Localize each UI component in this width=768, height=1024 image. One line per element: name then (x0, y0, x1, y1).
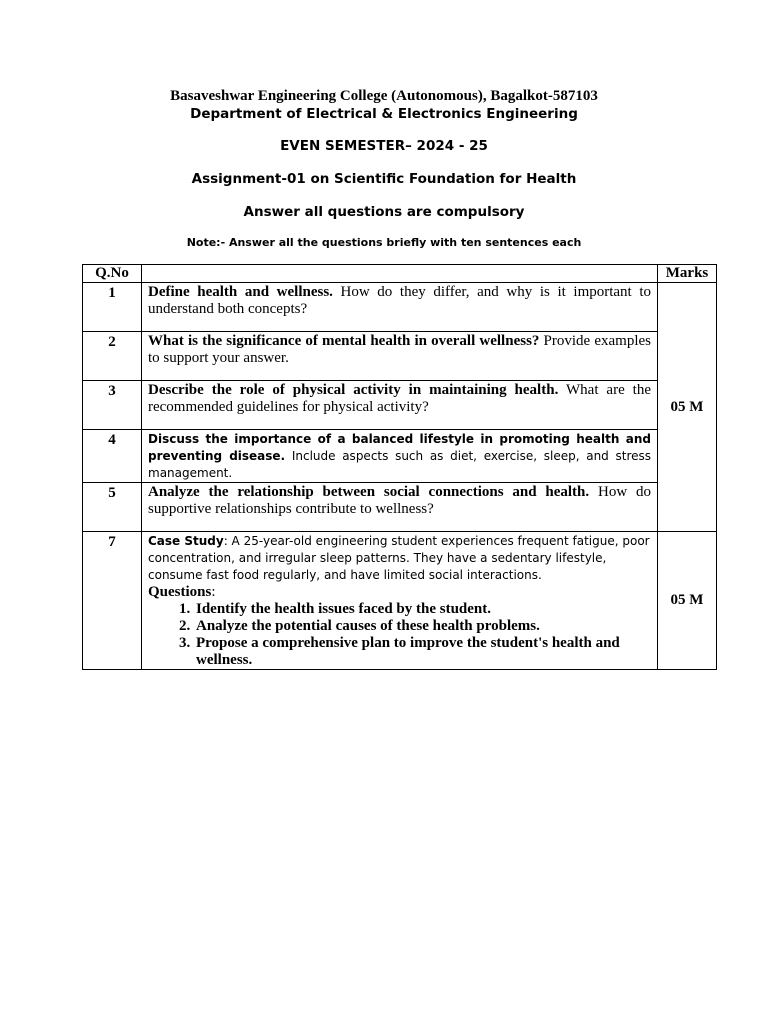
qno-header: Q.No (83, 265, 142, 283)
assignment-title: Assignment-01 on Scientific Foundation for Health (191, 171, 577, 187)
question-rest: Include aspects such as diet, exercise, sleep, and stress management. (148, 449, 652, 480)
case-study-text (142, 532, 658, 670)
table-row (83, 430, 717, 483)
question-number: 7 (83, 532, 142, 670)
table-row (83, 283, 717, 332)
marks-cell: 05 M (658, 532, 717, 670)
question-rest: What are the recommended guidelines for physical activity? (148, 382, 651, 415)
question-bold: Define health and wellness. (148, 284, 333, 300)
case-study-row (83, 532, 717, 670)
list-item: 3. Propose a comprehensive plan to improve the student's health and wellness. (194, 635, 651, 669)
college-name: Basaveshwar Engineering College (Autonomous), Bagalkot-587103 (170, 88, 598, 104)
case-questions-list (148, 601, 651, 669)
question-number: 3 (83, 381, 142, 430)
question-text (142, 283, 658, 332)
table-row (83, 332, 717, 381)
department-name: Department of Electrical & Electronics Engineering (190, 106, 578, 122)
question-header (142, 265, 658, 283)
questions-table (82, 264, 717, 670)
questions-label: Questions: (148, 584, 216, 600)
question-bold: Analyze the relationship between social connections and health. (148, 484, 590, 500)
question-text (142, 483, 658, 532)
question-bold: What is the significance of mental health in overall wellness? (148, 333, 540, 349)
case-study-paragraph (148, 533, 651, 584)
case-study-label: Case Study (148, 534, 224, 548)
note-line: Note:- Answer all the questions briefly with ten sentences each (186, 236, 582, 249)
question-text (142, 381, 658, 430)
question-number: 2 (83, 332, 142, 381)
question-bold: Describe the role of physical activity in maintaining health. (148, 382, 559, 398)
question-number: 1 (83, 283, 142, 332)
list-item: 2. Analyze the potential causes of these health problems. (194, 618, 651, 635)
table-row (83, 381, 717, 430)
marks-header: Marks (658, 265, 717, 283)
question-text (142, 332, 658, 381)
table-header-row (83, 265, 717, 283)
question-text (142, 430, 658, 483)
marks-cell: 05 M (658, 283, 717, 532)
question-number: 4 (83, 430, 142, 483)
question-number: 5 (83, 483, 142, 532)
list-item: 1. Identify the health issues faced by the student. (194, 601, 651, 618)
semester-title: EVEN SEMESTER– 2024 - 25 (280, 138, 488, 154)
instruction-line: Answer all questions are compulsory (243, 204, 525, 220)
question-rest: How do supportive relationships contribute to wellness? (148, 484, 651, 517)
case-study-body: : A 25-year-old engineering student experiences frequent fatigue, poor concentration, and irregular sleep patterns. They have a sedentary lifestyle, consume fast food regularly, and have limited social interactions. (148, 534, 650, 582)
table-row (83, 483, 717, 532)
question-rest: Provide examples to support your answer. (148, 333, 651, 366)
question-bold: Discuss the importance of a balanced lifestyle in promoting health and preventing disease. (148, 432, 651, 463)
question-rest: How do they differ, and why is it important to understand both concepts? (148, 284, 652, 317)
